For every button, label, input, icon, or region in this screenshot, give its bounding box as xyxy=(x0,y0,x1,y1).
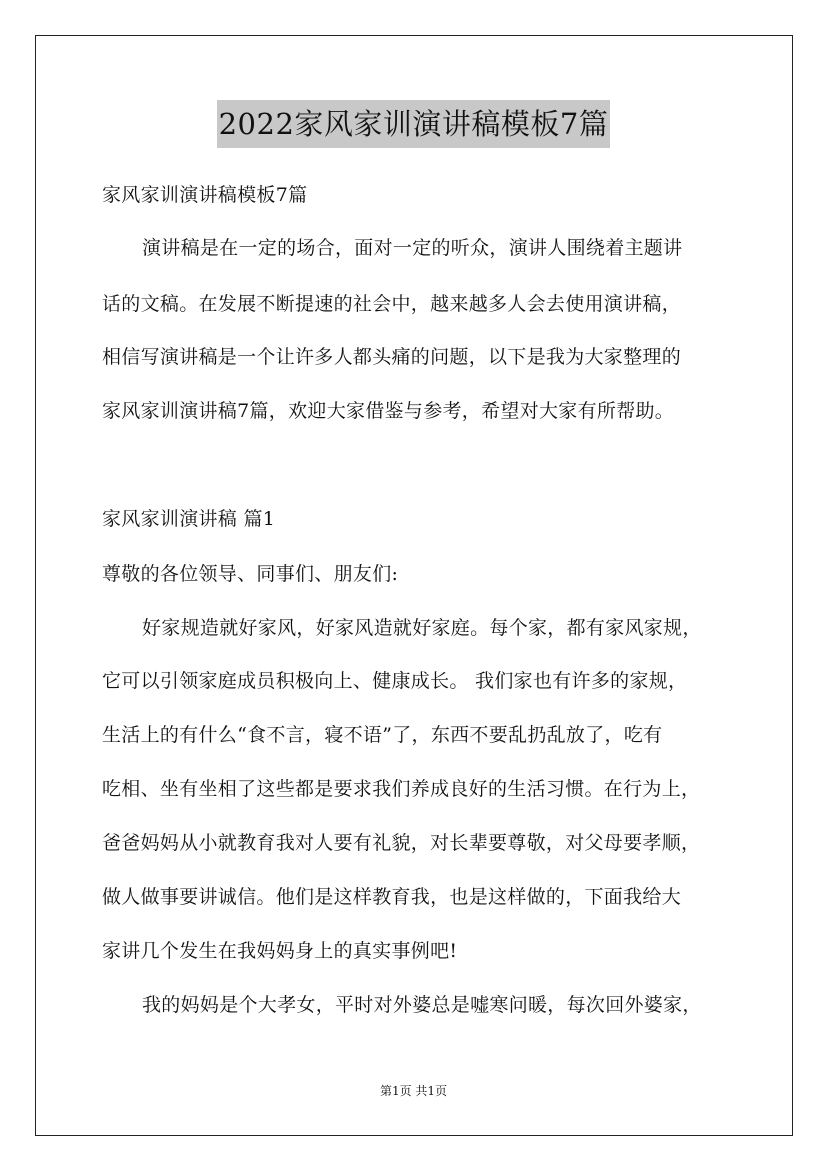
intro-line: 家风家训演讲稿7篇，欢迎大家借鉴与参考，希望对大家有所帮助。 xyxy=(102,400,675,422)
page-footer: 第1页 共1页 xyxy=(379,1084,448,1098)
body-line: 生活上的有什么“食不言，寝不语”了，东西不要乱扔乱放了，吃有 xyxy=(102,724,663,746)
body-line: 吃相、坐有坐相了这些都是要求我们养成良好的生活习惯。在行为上， xyxy=(102,778,701,800)
document-title: 2022家风家训演讲稿模板7篇 xyxy=(217,100,611,148)
body-line: 我的妈妈是个大孝女，平时对外婆总是嘘寒问暖，每次回外婆家， xyxy=(142,994,702,1016)
salutation: 尊敬的各位领导、同事们、朋友们: xyxy=(102,563,399,585)
intro-line: 话的文稿。在发展不断提速的社会中，越来越多人会去使用演讲稿， xyxy=(102,293,682,315)
intro-line: 相信写演讲稿是一个让许多人都头痛的问题，以下是我为大家整理的 xyxy=(102,346,682,368)
body-line: 家讲几个发生在我妈妈身上的真实事例吧! xyxy=(102,940,458,962)
intro-line: 演讲稿是在一定的场合，面对一定的听众，演讲人围绕着主题讲 xyxy=(142,237,683,259)
document-subtitle: 家风家训演讲稿模板7篇 xyxy=(102,184,308,206)
body-line: 做人做事要讲诚信。他们是这样教育我，也是这样做的，下面我给大 xyxy=(102,886,682,908)
section-heading: 家风家训演讲稿 篇1 xyxy=(102,508,276,530)
document-title-wrap xyxy=(0,100,827,148)
body-line: 它可以引领家庭成员积极向上、健康成长。 我们家也有许多的家规， xyxy=(102,670,688,692)
body-line: 爸爸妈妈从小就教育我对人要有礼貌，对长辈要尊敬，对父母要孝顺， xyxy=(102,832,701,854)
body-line: 好家规造就好家风，好家风造就好家庭。每个家，都有家风家规， xyxy=(142,617,702,639)
